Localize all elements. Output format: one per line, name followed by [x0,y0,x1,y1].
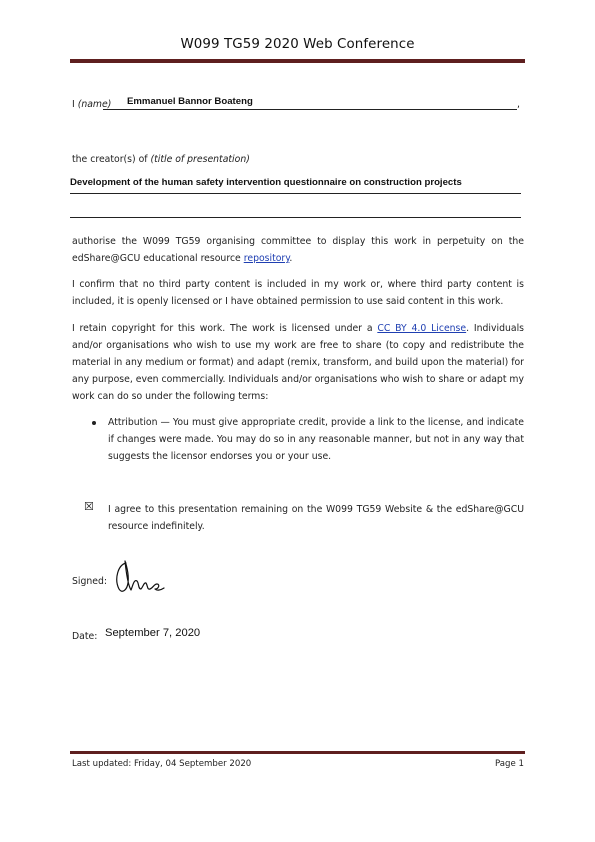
date-label: Date: [72,631,98,642]
page-title: W099 TG59 2020 Web Conference [180,37,415,52]
license-text-end: . Individuals and/or organisations who wish to use my work are free to share (to copy and redistribute the material in any medium or format) and adapt (remix, transform, and build upon the material) for any purpose, even commercially. Individuals and/or organisations who wish to share or adapt my work can do so under the following terms: [72,323,525,402]
name-underline [103,109,517,110]
agreement-checkbox[interactable]: ☒ [84,500,94,513]
name-label-prefix: I [72,99,78,110]
license-paragraph [72,320,524,405]
title-underline-2 [70,217,521,218]
footer-last-updated: Last updated: Friday, 04 September 2020 [72,759,252,769]
date-value[interactable]: September 7, 2020 [105,627,201,639]
cc-by-license-link[interactable]: CC BY 4.0 License [377,323,467,334]
footer-divider [70,751,525,754]
handwritten-signature [110,557,166,595]
repository-link[interactable]: repository [243,253,290,264]
bullet-dot [92,421,96,425]
header-divider [70,59,525,63]
agreement-text: I agree to this presentation remaining on the W099 TG59 Website & the edShare@GCU resource indefinitely. [108,504,524,532]
authorise-text: authorise the W099 TG59 organising committee to display this work in perpetuity on the edShare@GCU educational resource [72,236,524,264]
footer-page-number: Page 1 [494,759,524,769]
name-hint: (name) [77,99,112,110]
creator-label-text: the creator(s) of [72,154,151,165]
authorise-paragraph [72,233,524,267]
creator-label [72,154,250,166]
title-underline-1 [70,193,521,194]
creator-hint: (title of presentation) [150,154,250,165]
third-party-paragraph: I confirm that no third party content is included in my work or, where third party content is included, it is openly licensed or I have obtained permission to use said content in this work. [72,279,524,307]
presentation-title-value[interactable]: Development of the human safety intervention questionnaire on construction projects [70,177,462,188]
authorise-end: . [289,253,293,264]
name-value[interactable]: Emmanuel Bannor Boateng [127,96,253,107]
attribution-bullet: Attribution — You must give appropriate credit, provide a link to the license, and indicate if changes were made. You may do so in any reasonable manner, but not in any way that suggests the licensor endorses you or your use. [108,417,524,462]
name-trailing-comma: , [517,99,520,110]
signed-label: Signed: [72,576,108,587]
license-text-start: I retain copyright for this work. The work is licensed under a [72,323,378,334]
